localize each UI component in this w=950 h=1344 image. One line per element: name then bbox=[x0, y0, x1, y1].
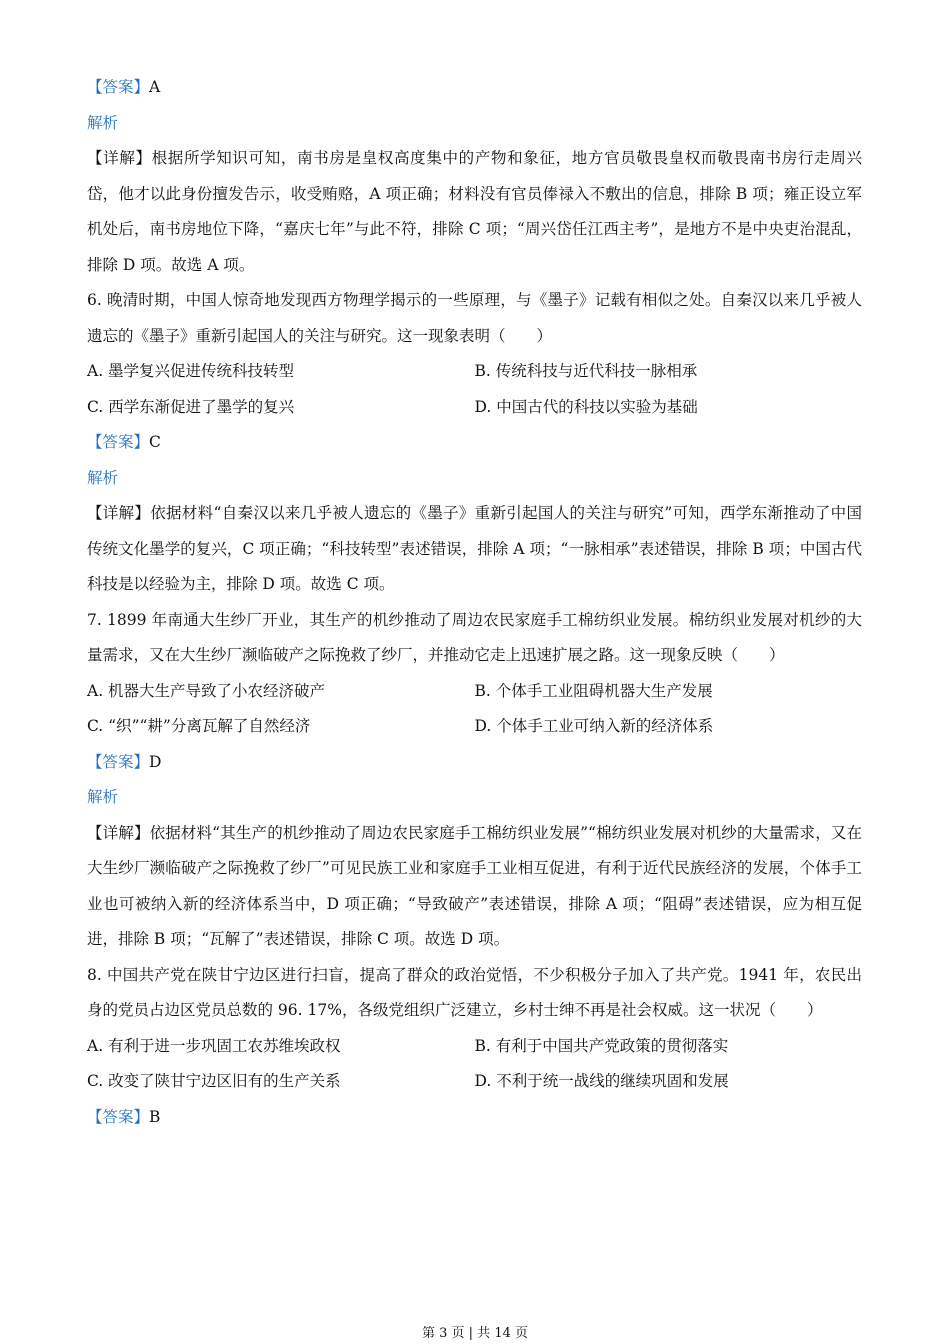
q6-option-b: B. 传统科技与近代科技一脉相承 bbox=[474, 362, 698, 380]
q7-detail bbox=[87, 816, 862, 958]
q5-answer-line bbox=[87, 70, 862, 106]
q8-option-a: A. 有利于进一步巩固工农苏维埃政权 bbox=[87, 1036, 341, 1055]
q6-analysis-line bbox=[87, 461, 862, 497]
detail-tag: 【详解】 bbox=[87, 504, 151, 522]
detail-tag: 【详解】 bbox=[87, 823, 150, 842]
q6-detail bbox=[87, 496, 862, 603]
q8-stem: 8. 中国共产党在陕甘宁边区进行扫盲，提高了群众的政治觉悟，不少积极分子加入了共产党。1941 年，农民出身的党员占边区党员总数的 96. 17%，各级党组织广泛建立，乡村士绅不再是社会权威。这一状况（ ） bbox=[87, 965, 862, 1019]
answer-value: A bbox=[149, 78, 161, 96]
q8-option-b: B. 有利于中国共产党政策的贯彻落实 bbox=[474, 1036, 729, 1055]
answer-tag: 【答案】 bbox=[87, 752, 150, 771]
page-footer: 第 3 页 | 共 14 页 bbox=[422, 1326, 528, 1341]
q6-answer-line bbox=[87, 425, 862, 461]
answer-tag: 【答案】 bbox=[87, 78, 150, 96]
q6-options-row-1 bbox=[87, 354, 862, 390]
q8-option-d: D. 不利于统一战线的继续巩固和发展 bbox=[474, 1072, 729, 1090]
q8-options-row-2 bbox=[87, 1064, 862, 1100]
document-page bbox=[87, 70, 862, 1135]
answer-value: D bbox=[149, 752, 162, 771]
answer-value: B bbox=[149, 1107, 161, 1126]
q5-analysis-line bbox=[87, 106, 862, 142]
answer-tag: 【答案】 bbox=[87, 433, 150, 451]
q8-options-row-1 bbox=[87, 1029, 862, 1065]
q7-analysis-line bbox=[87, 780, 862, 816]
detail-text: 根据所学知识可知，南书房是皇权高度集中的产物和象征，地方官员敬畏皇权而敬畏南书房行走周兴岱，他才以此身份擅发告示，收受贿赂，A 项正确；材料没有官员俸禄入不敷出的信息，排除 B 项；雍正设立军机处后，南书房地位下降，“嘉庆七年”与此不符，排除 C 项；“周兴岱任江西主考”，是地方不是中央吏治混乱，排除 D 项。故选 A 项。 bbox=[87, 149, 862, 274]
analysis-tag: 解析 bbox=[87, 788, 119, 806]
q7-stem: 7. 1899 年南通大生纱厂开业，其生产的机纱推动了周边农民家庭手工棉纺织业发展。棉纺织业发展对机纱的大量需求，又在大生纱厂濒临破产之际挽救了纱厂，并推动它走上迅速扩展之路。这一现象反映（ ） bbox=[87, 610, 862, 664]
q7-option-c: C. “织”“耕”分离瓦解了自然经济 bbox=[87, 717, 311, 735]
q7-option-d: D. 个体手工业可纳入新的经济体系 bbox=[474, 717, 714, 735]
q8-answer-line bbox=[87, 1100, 862, 1136]
answer-value: C bbox=[149, 433, 161, 451]
analysis-tag: 解析 bbox=[87, 468, 119, 487]
detail-text: 依据材料“自秦汉以来几乎被人遗忘的《墨子》重新引起国人的关注与研究”可知，西学东渐推动了中国传统文化墨学的复兴，C 项正确；“科技转型”表述错误，排除 A 项；“一脉相承”表述错误，排除 B 项；中国古代科技是以经验为主，排除 D 项。故选 C 项。 bbox=[87, 504, 862, 593]
q7-option-a: A. 机器大生产导致了小农经济破产 bbox=[87, 681, 326, 700]
q6-options-row-2 bbox=[87, 390, 862, 426]
analysis-tag: 解析 bbox=[87, 113, 119, 132]
q7-answer-line bbox=[87, 745, 862, 781]
q7-options-row-1 bbox=[87, 674, 862, 710]
q6-option-a: A. 墨学复兴促进传统科技转型 bbox=[87, 362, 295, 380]
detail-tag: 【详解】 bbox=[87, 149, 152, 167]
q7-option-b: B. 个体手工业阻碍机器大生产发展 bbox=[474, 681, 713, 700]
q6-option-c: C. 西学东渐促进了墨学的复兴 bbox=[87, 397, 295, 416]
detail-text: 依据材料“其生产的机纱推动了周边农民家庭手工棉纺织业发展”“棉纺织业发展对机纱的大量需求，又在大生纱厂濒临破产之际挽救了纱厂”可见民族工业和家庭手工业相互促进，有利于近代民族经济的发展，个体手工业也可被纳入新的经济体系当中，D 项正确；“导致破产”表述错误，排除 A 项；“阻碍”表述错误，应为相互促进，排除 B 项；“瓦解了”表述错误，排除 C 项。故选 D 项。 bbox=[87, 823, 862, 948]
q6-option-d: D. 中国古代的科技以实验为基础 bbox=[474, 397, 698, 416]
q7-options-row-2 bbox=[87, 709, 862, 745]
q6-stem: 6. 晚清时期，中国人惊奇地发现西方物理学揭示的一些原理，与《墨子》记载有相似之处。自秦汉以来几乎被人遗忘的《墨子》重新引起国人的关注与研究。这一现象表明（ ） bbox=[87, 291, 862, 345]
q8-option-c: C. 改变了陕甘宁边区旧有的生产关系 bbox=[87, 1072, 341, 1090]
q5-detail bbox=[87, 141, 862, 283]
answer-tag: 【答案】 bbox=[87, 1107, 150, 1126]
